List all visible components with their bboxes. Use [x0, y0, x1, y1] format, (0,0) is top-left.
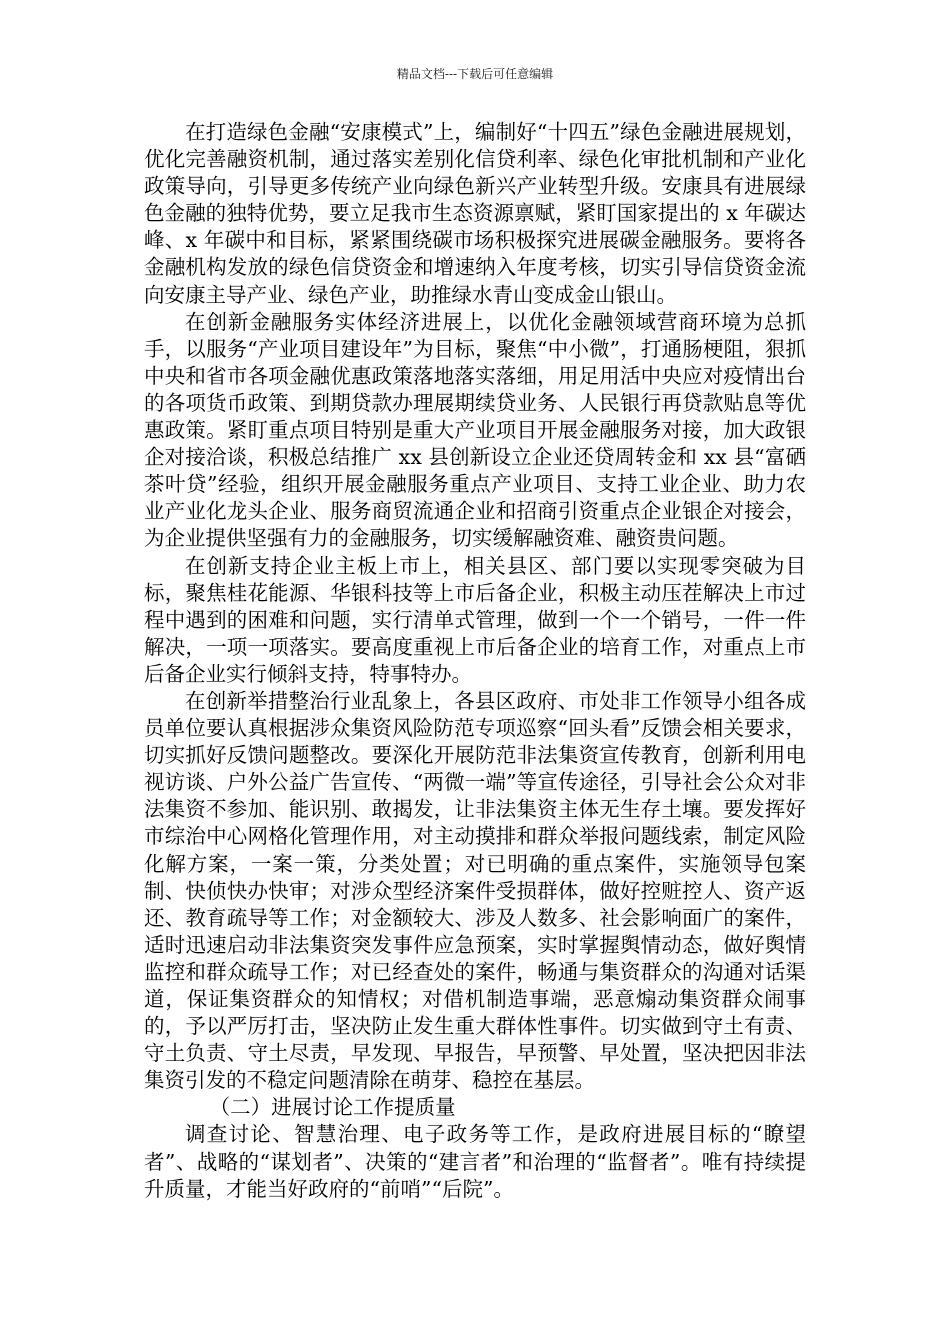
paragraph-rectification: 在创新举措整治行业乱象上，各县区政府、市处非工作领导小组各成员单位要认真根据涉众集资风险防范专项巡察“回头看”反馈会相关要求，切实抓好反馈问题整改。要深化开展防范非法集资宣传教育，创新利用电视访谈、户外公益广告宣传、“两微一端”等宣传途径，引导社会公众对非法集资不参加、能识别、敢揭发，让非法集资主体无生存土壤。要发挥好市综治中心网格化管理作用，对主动摸排和群众举报问题线索，制定风险化解方案，一案一策，分类处置；对已明确的重点案件，实施领导包案制、快侦快办快审；对涉众型经济案件受损群体，做好控赃控人、资产返还、教育疏导等工作；对金额较大、涉及人数多、社会影响面广的案件，适时迅速启动非法集资突发事件应急预案，实时掌握舆情动态，做好舆情监控和群众疏导工作；对已经查处的案件，畅通与集资群众的沟通对话渠道，保证集资群众的知情权；对借机制造事端，恶意煽动集资群众闹事的，予以严厉打击，坚决防止发生重大群体性事件。切实做到守土有责、守土负责、守土尽责，早发现、早报告，早预警、早处置，坚决把因非法集资引发的不稳定问题清除在萌芽、稳控在基层。 [144, 688, 806, 1093]
paragraph-green-finance: 在打造绿色金融“安康模式”上，编制好“十四五”绿色金融进展规划，优化完善融资机制，通过落实差别化信贷利率、绿色化审批机制和产业化政策导向，引导更多传统产业向绿色新兴产业转型升级。安康具有进展绿色金融的独特优势，要立足我市生态资源禀赋，紧盯国家提出的 x 年碳达峰、x 年碳中和目标，紧紧围绕碳市场积极探究进展碳金融服务。要将各金融机构发放的绿色信贷资金和增速纳入年度考核，切实引导信贷资金流向安康主导产业、绿色产业，助推绿水青山变成金山银山。 [144, 120, 806, 307]
paragraph-listing-support: 在创新支持企业主板上市上，相关县区、部门要以实现零突破为目标，聚焦桂花能源、华银科技等上市后备企业，积极主动压茬解决上市过程中遇到的困难和问题，实行清单式管理，做到一个一个销号，一件一件解决，一项一项落实。要高度重视上市后备企业的培育工作，对重点上市后备企业实行倾斜支持，特事特办。 [144, 553, 806, 686]
paragraph-financial-services: 在创新金融服务实体经济进展上，以优化金融领域营商环境为总抓手，以服务“产业项目建设年”为目标，聚焦“中小微”，打通肠梗阻，狠抓中央和省市各项金融优惠政策落地落实落细，用足用活中央应对疫情出台的各项货币政策、到期贷款办理展期续贷业务、人民银行再贷款贴息等优惠政策。紧盯重点项目特别是重大产业项目开展金融服务对接，加大政银企对接洽谈，积极总结推广 xx 县创新设立企业还贷周转金和 xx 县“富硒茶叶贷”经验，组织开展金融服务重点产业项目、支持工业企业、助力农业产业化龙头企业、服务商贸流通企业和招商引资重点企业银企对接会，为企业提供坚强有力的金融服务，切实缓解融资难、融资贵问题。 [144, 309, 806, 551]
section-heading: （二）进展讨论工作提质量 [209, 1095, 456, 1120]
paragraph-research-work: 调查讨论、智慧治理、电子政务等工作，是政府进展目标的“瞭望者”、战略的“谋划者”、决策的“建言者”和治理的“监督者”。唯有持续提升质量，才能当好政府的“前哨”“后院”。 [144, 1122, 806, 1201]
document-body [144, 119, 806, 1203]
page-header: 精品文档---下载后可任意编辑 [396, 67, 554, 81]
